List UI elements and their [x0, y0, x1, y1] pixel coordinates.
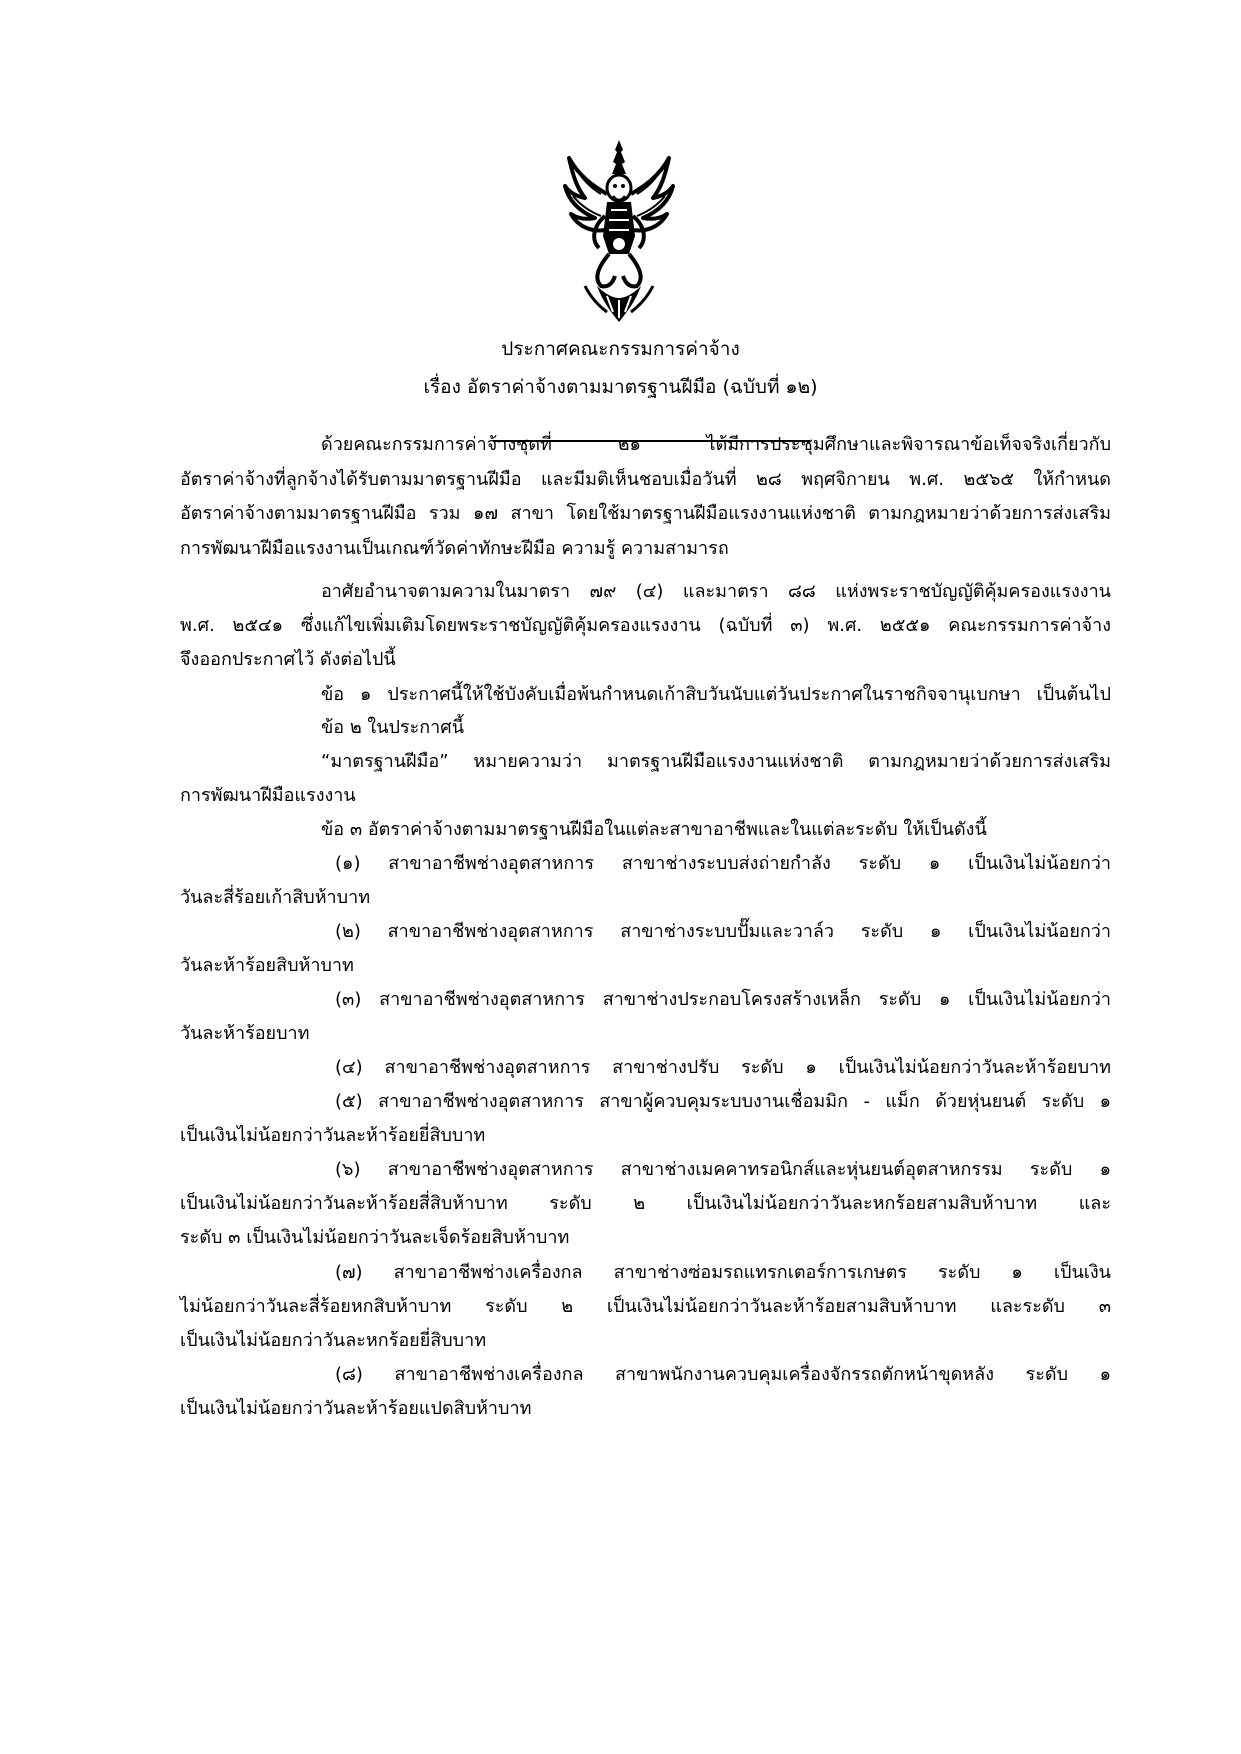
clause-line: ข้อ ๓ อัตราค่าจ้างตามมาตรฐานฝีมือในแต่ละสาขาอาชีพและในแต่ละระดับ ให้เป็นดังนี้ [321, 819, 987, 840]
rate-item: (๔) สาขาอาชีพช่างอุตสาหการ สาขาช่างปรับ ระดับ ๑ เป็นเงินไม่น้อยกว่าวันละห้าร้อยบาท [335, 1057, 1111, 1078]
rate-item-cont: ระดับ ๓ เป็นเงินไม่น้อยกว่าวันละเจ็ดร้อยสิบห้าบาท [180, 1227, 570, 1248]
rate-item: (๓) สาขาอาชีพช่างอุตสาหการ สาขาช่างประกอบโครงสร้างเหล็ก ระดับ ๑ เป็นเงินไม่น้อยกว่า [335, 989, 1111, 1010]
rate-item-cont: วันละสี่ร้อยเก้าสิบห้าบาท [180, 887, 371, 908]
body-line: อัตราค่าจ้างตามมาตรฐานฝีมือ รวม ๑๗ สาขา โดยใช้มาตรฐานฝีมือแรงงานแห่งชาติ ตามกฎหมายว่าด้วยการส่งเสริม [180, 503, 1112, 524]
body-line: อัตราค่าจ้างที่ลูกจ้างได้รับตามมาตรฐานฝีมือ และมีมติเห็นชอบเมื่อวันที่ ๒๘ พฤศจิกายน พ.ศ. ๒๕๖๕ ให้กำหนด [180, 469, 1111, 490]
clause-line: ข้อ ๑ ประกาศนี้ให้ใช้บังคับเมื่อพ้นกำหนดเก้าสิบวันนับแต่วันประกาศในราชกิจจานุเบกษา เป็นต้นไป [321, 684, 1111, 705]
rate-item-cont: เป็นเงินไม่น้อยกว่าวันละห้าร้อยยี่สิบบาท [180, 1125, 486, 1146]
rate-item-cont: เป็นเงินไม่น้อยกว่าวันละห้าร้อยแปดสิบห้าบาท [180, 1398, 532, 1419]
clause-line: การพัฒนาฝีมือแรงงาน [180, 785, 356, 806]
body-line: การพัฒนาฝีมือแรงงานเป็นเกณฑ์วัดค่าทักษะฝีมือ ความรู้ ความสามารถ [180, 538, 729, 559]
rate-item: (๘) สาขาอาชีพช่างเครื่องกล สาขาพนักงานควบคุมเครื่องจักรรถตักหน้าขุดหลัง ระดับ ๑ [335, 1364, 1111, 1385]
announcement-subject: เรื่อง อัตราค่าจ้างตามมาตรฐานฝีมือ (ฉบับที่ ๑๒) [423, 376, 818, 398]
announcement-title: ประกาศคณะกรรมการค่าจ้าง [501, 338, 740, 360]
body-line: จึงออกประกาศไว้ ดังต่อไปนี้ [180, 649, 396, 670]
rate-item-cont: เป็นเงินไม่น้อยกว่าวันละห้าร้อยสี่สิบห้าบาท ระดับ ๒ เป็นเงินไม่น้อยกว่าวันละหกร้อยสามสิบห้าบาท และ [180, 1193, 1111, 1214]
garuda-emblem-icon [563, 136, 675, 326]
rate-item-cont: วันละห้าร้อยสิบห้าบาท [180, 955, 354, 976]
rate-item: (๖) สาขาอาชีพช่างอุตสาหการ สาขาช่างเมคคาทรอนิกส์และหุ่นยนต์อุตสาหกรรม ระดับ ๑ [335, 1159, 1111, 1180]
rate-item: (๒) สาขาอาชีพช่างอุตสาหการ สาขาช่างระบบปั๊มและวาล์ว ระดับ ๑ เป็นเงินไม่น้อยกว่า [335, 921, 1111, 942]
body-line: พ.ศ. ๒๕๔๑ ซึ่งแก้ไขเพิ่มเติมโดยพระราชบัญญัติคุ้มครองแรงงาน (ฉบับที่ ๓) พ.ศ. ๒๕๕๑ คณะกรรมการค่าจ้าง [180, 615, 1111, 636]
rate-item: (๕) สาขาอาชีพช่างอุตสาหการ สาขาผู้ควบคุมระบบงานเชื่อมมิก - แม็ก ด้วยหุ่นยนต์ ระดับ ๑ [335, 1091, 1111, 1112]
rate-item-cont: เป็นเงินไม่น้อยกว่าวันละหกร้อยยี่สิบบาท [180, 1330, 487, 1351]
rate-item-cont: วันละห้าร้อยบาท [180, 1023, 310, 1044]
body-line: ด้วยคณะกรรมการค่าจ้างชุดที่ ๒๑ ได้มีการประชุมศึกษาและพิจารณาข้อเท็จจริงเกี่ยวกับ [321, 434, 1111, 455]
body-line: อาศัยอำนาจตามความในมาตรา ๗๙ (๔) และมาตรา ๘๘ แห่งพระราชบัญญัติคุ้มครองแรงงาน [321, 581, 1111, 602]
clause-line: ข้อ ๒ ในประกาศนี้ [321, 717, 465, 738]
rate-item: (๗) สาขาอาชีพช่างเครื่องกล สาขาช่างซ่อมรถแทรกเตอร์การเกษตร ระดับ ๑ เป็นเงิน [335, 1262, 1111, 1283]
clause-line: “มาตรฐานฝีมือ” หมายความว่า มาตรฐานฝีมือแรงงานแห่งชาติ ตามกฎหมายว่าด้วยการส่งเสริม [321, 751, 1111, 772]
rate-item: (๑) สาขาอาชีพช่างอุตสาหการ สาขาช่างระบบส่งถ่ายกำลัง ระดับ ๑ เป็นเงินไม่น้อยกว่า [335, 853, 1111, 874]
rate-item-cont: ไม่น้อยกว่าวันละสี่ร้อยหกสิบห้าบาท ระดับ ๒ เป็นเงินไม่น้อยกว่าวันละห้าร้อยสามสิบห้าบาท และระดับ ๓ [180, 1296, 1112, 1317]
